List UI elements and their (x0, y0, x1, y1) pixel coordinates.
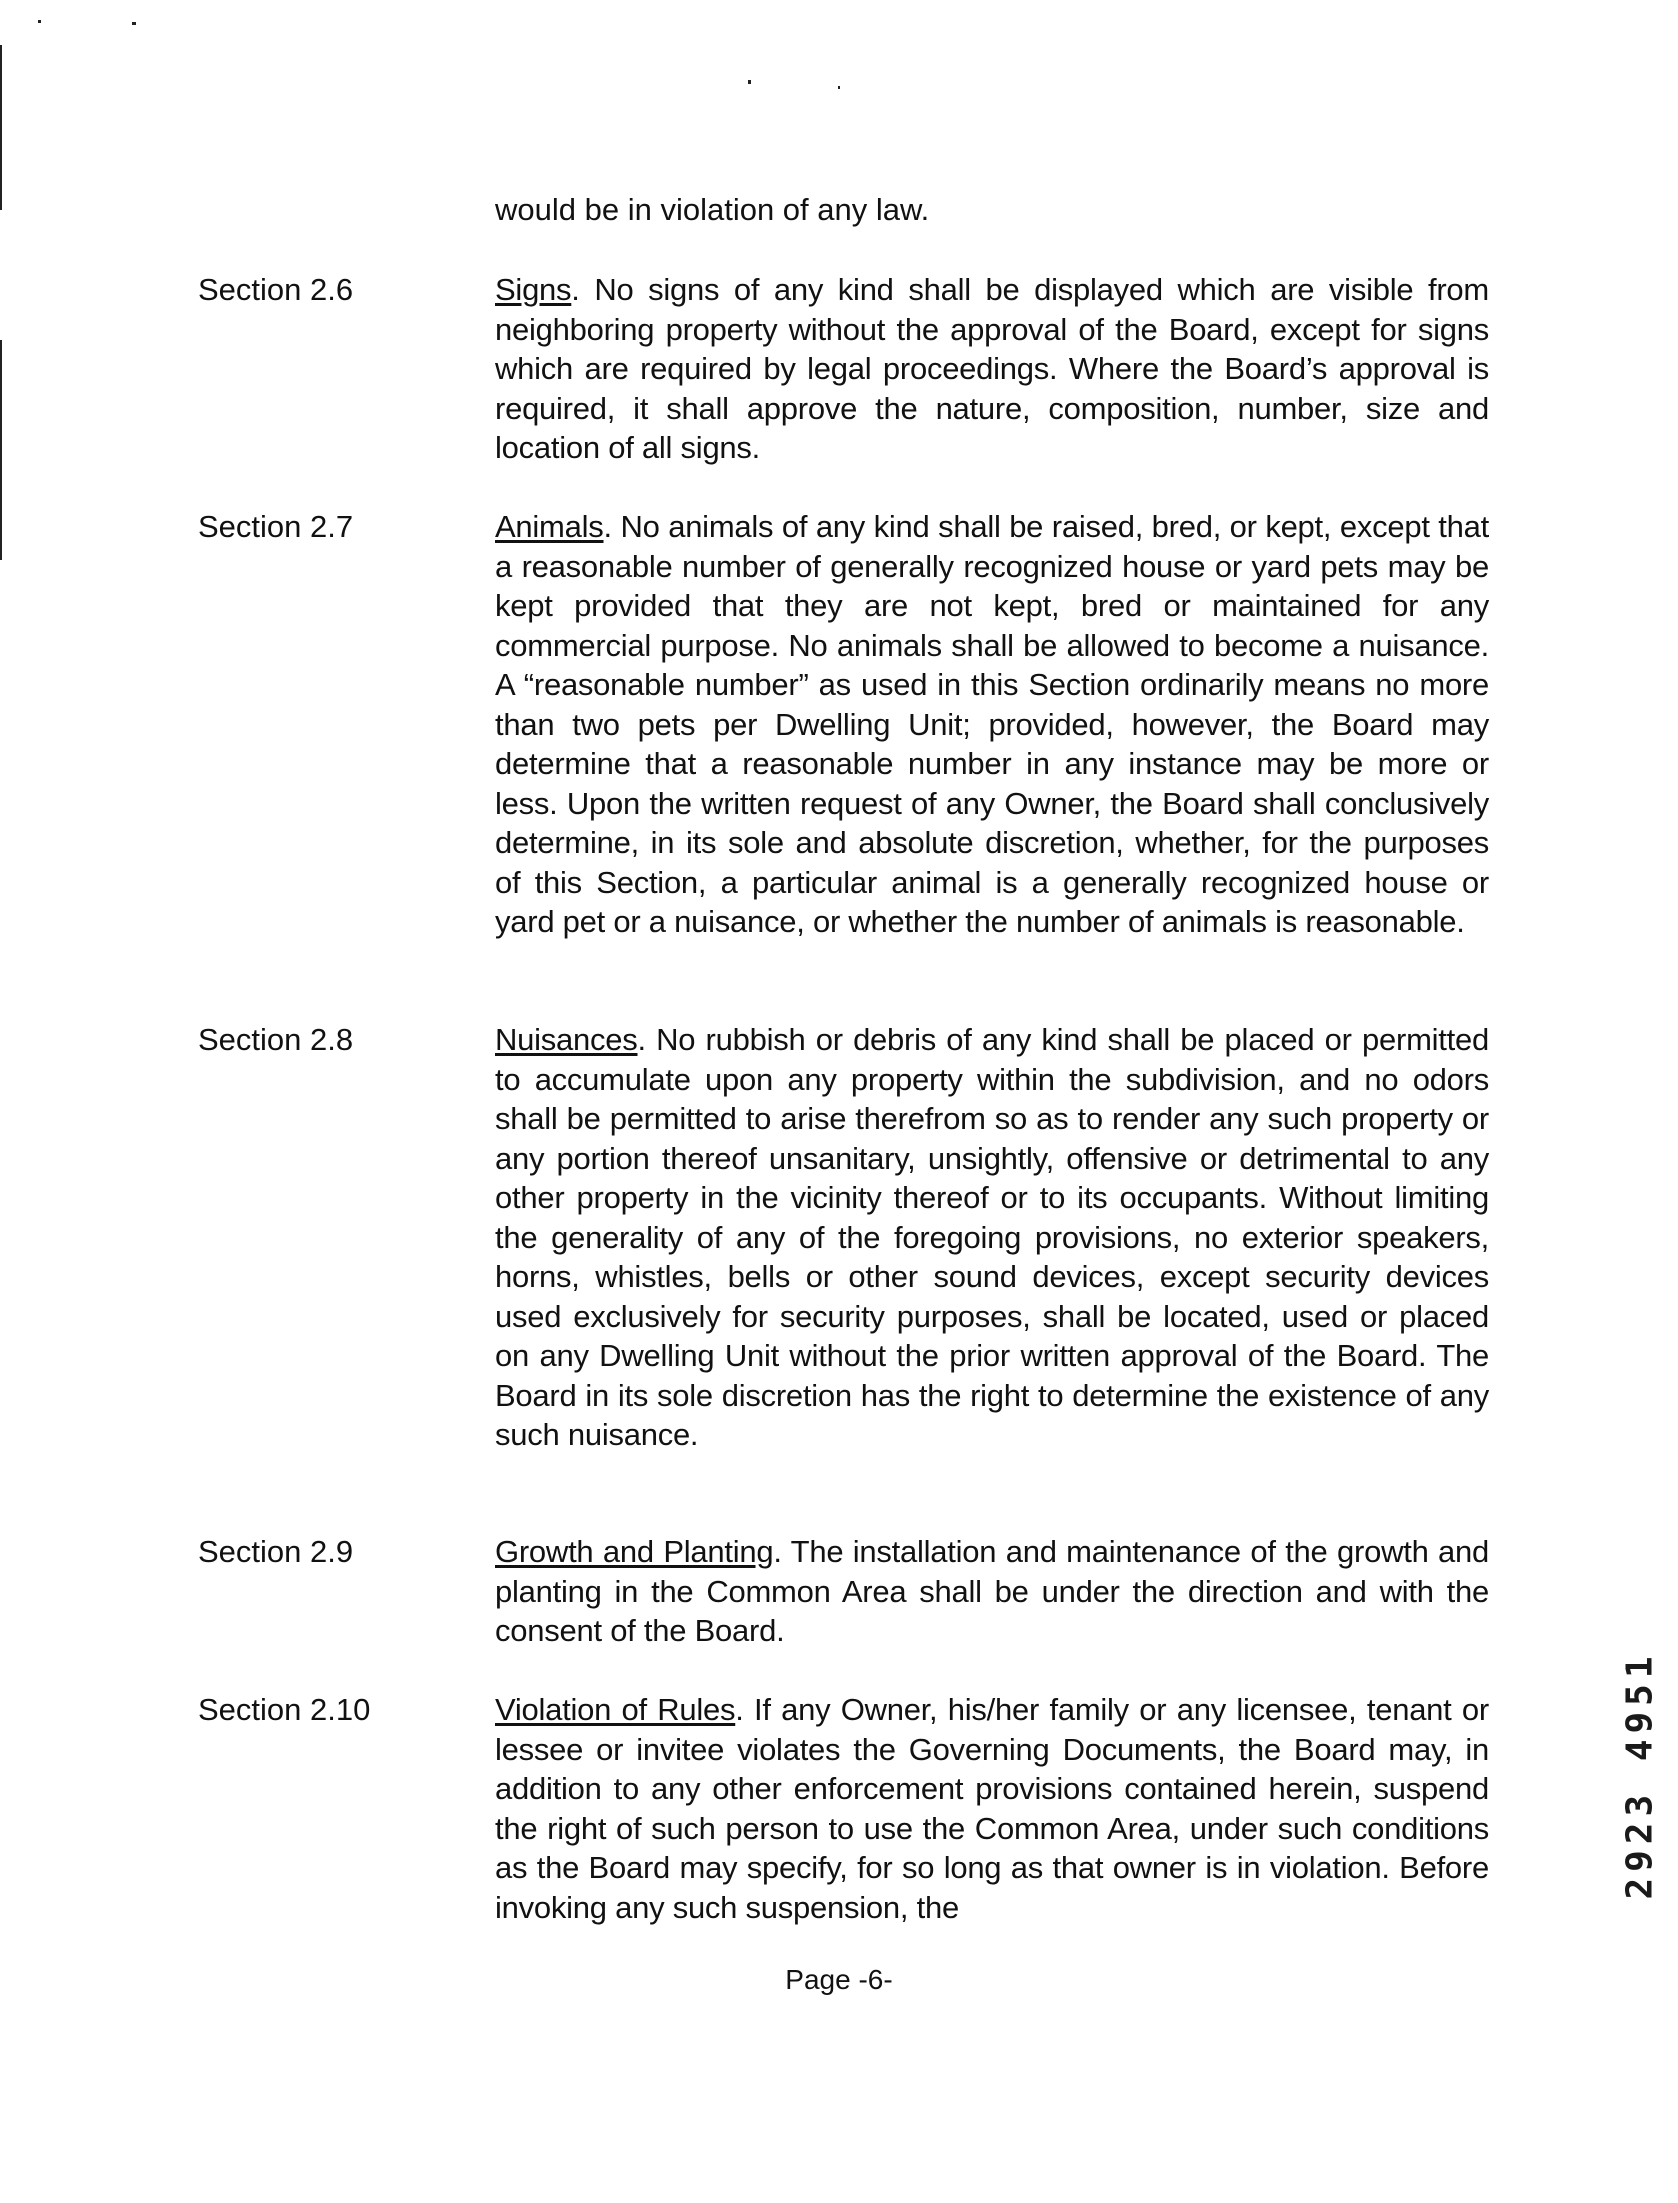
section-body: Signs. No signs of any kind shall be displayed which are visible from neighboring property without the approval of the Board, except for signs which are required by legal proceedings. Where the Board’s approval is required, it shall approve the nature, composition, number, size and location of all signs. (495, 272, 1489, 465)
section-number: Section 2.6 (198, 272, 354, 307)
section-heading: Signs (495, 272, 572, 307)
recording-number-stamp (1605, 1580, 1675, 1970)
section-number: Section 2.10 (198, 1692, 371, 1727)
page-footer (0, 1962, 1678, 1998)
section-number: Section 2.7 (198, 509, 354, 544)
section-number: Section 2.9 (198, 1534, 354, 1569)
section-heading: Nuisances (495, 1022, 638, 1057)
section-text: If any Owner, his/her family or any licensee, tenant or lessee or invitee violates the Governing Documents, the Board may, in addition to any other enforcement provisions contained herein, suspend the right of such person to use the Common Area, under such conditions as the Board may specify, for so long as that owner is in violation. Before invoking any such suspension, the (495, 1692, 1489, 1925)
section-body: Animals. No animals of any kind shall be raised, bred, or kept, except that a reasonable number of generally recognized house or yard pets may be kept provided that they are not kept, bred or maintained for any commercial purpose. No animals shall be allowed to become a nuisance. A “reasonable number” as used in this Section ordinarily means no more than two pets per Dwelling Unit; provided, however, the Board may determine that a reasonable number in any instance may be more or less. Upon the written request of any Owner, the Board shall conclusively determine, in its sole and absolute discretion, whether, for the purposes of this Section, a particular animal is a generally recognized house or yard pet or a nuisance, or whether the number of animals is reasonable. (495, 509, 1489, 939)
scan-mark-dot (132, 22, 136, 25)
page-number: Page -6- (785, 1964, 893, 1995)
section-body: Growth and Planting. The installation and maintenance of the growth and planting in the Common Area shall be under the direction and with the consent of the Board. (495, 1534, 1489, 1648)
scan-mark-dot (838, 86, 840, 89)
continuation-text: would be in violation of any law. (495, 192, 930, 227)
section-number: Section 2.8 (198, 1022, 354, 1057)
section-heading: Animals (495, 509, 604, 544)
recording-number-text: 2923 4951 (1619, 1650, 1661, 1900)
scan-mark-dot (748, 80, 751, 84)
section-heading: Growth and Planting (495, 1534, 774, 1569)
section-body: Nuisances. No rubbish or debris of any kind shall be placed or permitted to accumulate upon any property within the subdivision, and no odors shall be permitted to arise therefrom so as to render any such property or any portion thereof unsanitary, unsightly, offensive or detrimental to any other property in the vicinity thereof or to its occupants. Without limiting the generality of any of the foregoing provisions, no exterior speakers, horns, whistles, bells or other sound devices, except security devices used exclusively for security purposes, shall be located, used or placed on any Dwelling Unit without the prior written approval of the Board. The Board in its sole discretion has the right to determine the existence of any such nuisance. (495, 1022, 1489, 1452)
scan-mark-dot (38, 20, 41, 23)
scan-mark-left-line-bottom (0, 340, 2, 560)
section-text: No animals of any kind shall be raised, bred, or kept, except that a reasonable number of generally recognized house or yard pets may be kept provided that they are not kept, bred or maintained for any commercial purpose. No animals shall be allowed to become a nuisance. A “reasonable number” as used in this Section ordinarily means no more than two pets per Dwelling Unit; provided, however, the Board may determine that a reasonable number in any instance may be more or less. Upon the written request of any Owner, the Board shall conclusively determine, in its sole and absolute discretion, whether, for the purposes of this Section, a particular animal is a generally recognized house or yard pet or a nuisance, or whether the number of animals is reasonable. (495, 509, 1489, 939)
section-text: The installation and maintenance of the growth and planting in the Common Area shall be under the direction and with the consent of the Board. (495, 1534, 1489, 1648)
section-text: No signs of any kind shall be displayed which are visible from neighboring property without the approval of the Board, except for signs which are required by legal proceedings. Where the Board’s approval is required, it shall approve the nature, composition, number, size and location of all signs. (495, 272, 1489, 465)
scan-mark-left-line-top (0, 45, 2, 210)
section-heading: Violation of Rules (495, 1692, 736, 1727)
section-text: No rubbish or debris of any kind shall be placed or permitted to accumulate upon any property within the subdivision, and no odors shall be permitted to arise therefrom so as to render any such property or any portion thereof unsanitary, unsightly, offensive or detrimental to any other property in the vicinity thereof or to its occupants. Without limiting the generality of any of the foregoing provisions, no exterior speakers, horns, whistles, bells or other sound devices, except security devices used exclusively for security purposes, shall be located, used or placed on any Dwelling Unit without the prior written approval of the Board. The Board in its sole discretion has the right to determine the existence of any such nuisance. (495, 1022, 1489, 1452)
section-body: Violation of Rules. If any Owner, his/her family or any licensee, tenant or lessee or invitee violates the Governing Documents, the Board may, in addition to any other enforcement provisions contained herein, suspend the right of such person to use the Common Area, under such conditions as the Board may specify, for so long as that owner is in violation. Before invoking any such suspension, the (495, 1692, 1489, 1925)
